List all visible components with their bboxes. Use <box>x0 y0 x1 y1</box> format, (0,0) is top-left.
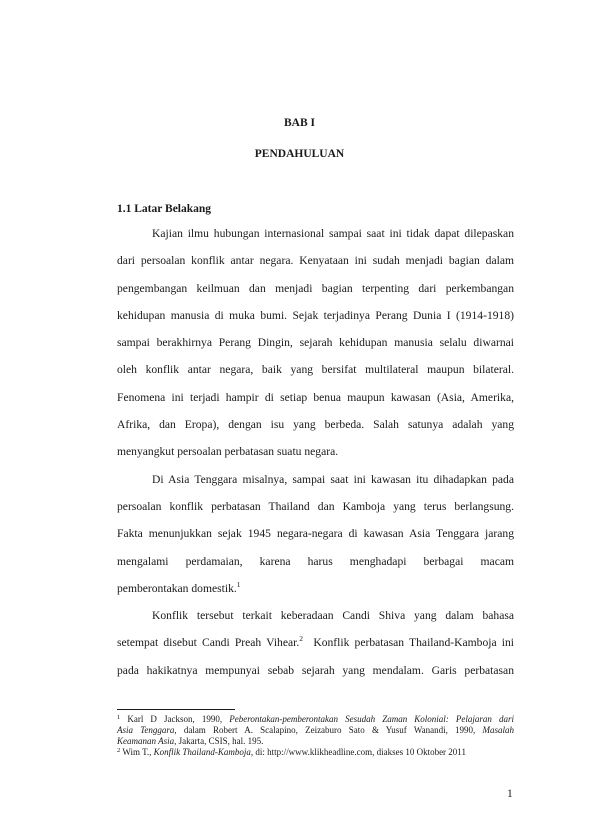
body-line <box>117 548 514 575</box>
body-line-text: kehidupan manusia di muka bumi. Sejak terjadinya Perang Dunia I (1914-1918) <box>117 308 514 322</box>
body-line-text: pemberontakan domestik. <box>117 581 237 595</box>
body-line-text: pada hakikatnya mempunyai sebab sejarah yang mendalam. Garis perbatasan <box>117 663 514 677</box>
body-line <box>117 411 514 438</box>
footnote-line <box>117 747 514 758</box>
body-line <box>117 466 514 493</box>
body-text <box>117 220 514 684</box>
footnote-text: Karl D Jackson, 1990, <box>127 714 230 724</box>
footnote-text: , di: http://www.klikheadline.com, diakses 10 Oktober 2011 <box>250 747 466 757</box>
footnote-number: 2 <box>117 747 121 754</box>
body-line-text: Fenomena ini terjadi hampir di setiap benua maupun kawasan (Asia, Amerika, <box>117 390 514 404</box>
page-number: 1 <box>507 788 513 800</box>
body-line <box>117 329 514 356</box>
body-line <box>117 247 514 274</box>
chapter-label: BAB I <box>284 117 315 129</box>
footnote-italic-text: Konflik Thailand-Kamboja <box>153 747 251 757</box>
body-line-text: pengembangan keilmuan dan menjadi bagian terpenting dari perkembangan <box>117 281 514 295</box>
section-heading: 1.1 Latar Belakang <box>117 203 212 215</box>
body-line-text: mengalami perdamaian, karena harus menghadapi berbagai macam <box>117 554 514 568</box>
footnote-reference: 1 <box>236 579 241 589</box>
body-line-text: Di Asia Tenggara misalnya, sampai saat ini kawasan itu dihadapkan pada <box>152 472 514 486</box>
footnote-reference: 2 <box>299 634 304 644</box>
body-line <box>117 275 514 302</box>
footnote-text: , Jakarta, CSIS, hal. 195. <box>174 736 264 746</box>
footnote-text: Wim T., <box>122 747 154 757</box>
body-line-text: Konflik tersebut terkait keberadaan Candi Shiva yang dalam bahasa <box>152 609 514 623</box>
body-line-text: Fakta menunjukkan sejak 1945 negara-negara di kawasan Asia Tenggara jarang <box>117 527 514 541</box>
footnote-line <box>117 714 514 725</box>
footnote-italic-text: Peberontakan-pemberontakan Sesudah Zaman Kolonial: Pelajaran dari <box>229 714 514 724</box>
footnote-line <box>117 736 514 747</box>
body-line <box>117 602 514 629</box>
footnote-italic-text: Masalah <box>482 725 514 735</box>
footnotes <box>117 714 514 758</box>
body-line-text: menyangkut persoalan perbatasan suatu negara. <box>117 445 339 459</box>
body-line <box>117 520 514 547</box>
body-line <box>117 302 514 329</box>
footnote-italic-text: Asia Tenggara <box>117 725 175 735</box>
body-line <box>117 493 514 520</box>
body-line-text: oleh konflik antar negara, baik yang bersifat multilateral maupun bilateral. <box>117 363 514 377</box>
body-line-text: dari persoalan konflik antar negara. Kenyataan ini sudah menjadi bagian dalam <box>117 254 514 268</box>
body-line-text: Kajian ilmu hubungan internasional sampai saat ini tidak dapat dilepaskan <box>152 227 514 240</box>
chapter-title: PENDAHULUAN <box>254 148 345 160</box>
footnote-separator <box>117 709 235 710</box>
body-line <box>117 220 514 247</box>
body-line <box>117 657 514 684</box>
footnote-italic-text: Keamanan Asia <box>117 736 175 746</box>
body-line <box>117 438 514 465</box>
body-line-text: persoalan konflik perbatasan Thailand dan Kamboja yang terus berlangsung. <box>117 499 514 513</box>
body-line-text: sampai berakhirnya Perang Dingin, sejarah kehidupan manusia selalu diwarnai <box>117 336 514 350</box>
body-line-text: setempat disebut Candi Preah Vihear. <box>117 636 300 650</box>
body-line-text: Konflik perbatasan Thailand-Kamboja ini <box>303 636 514 650</box>
body-line <box>117 629 514 656</box>
footnote-line <box>117 725 514 736</box>
body-line-text: Afrika, dan Eropa), dengan isu yang berbeda. Salah satunya adalah yang <box>117 418 514 432</box>
footnote-number: 1 <box>117 714 121 721</box>
footnote-text: , dalam Robert A. Scalapino, Zeizaburo Sato & Yusuf Wanandi, 1990, <box>174 725 483 735</box>
body-line <box>117 356 514 383</box>
body-line <box>117 575 514 602</box>
body-line <box>117 384 514 411</box>
